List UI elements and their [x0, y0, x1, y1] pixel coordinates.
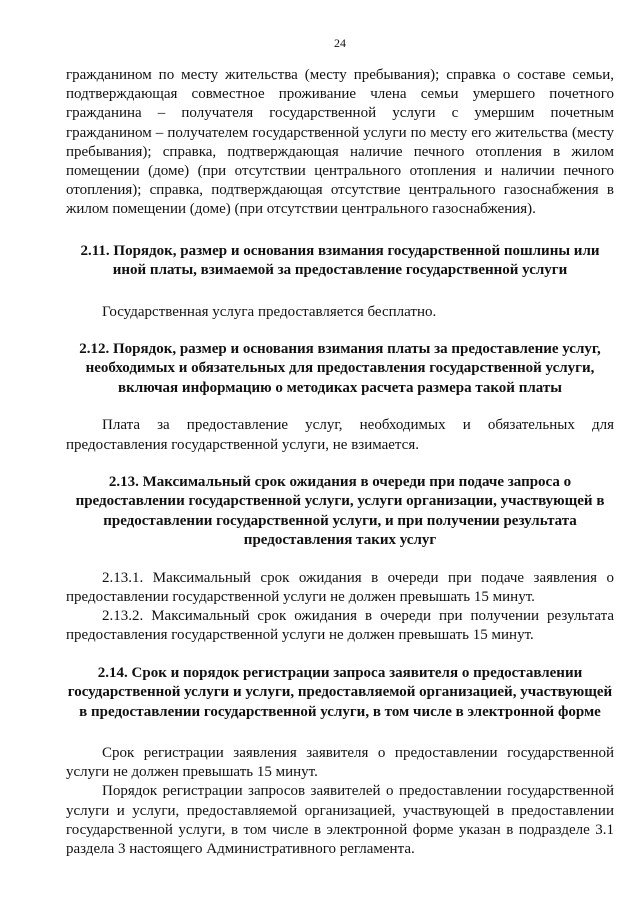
section-2-14-heading: 2.14. Срок и порядок регистрации запроса заявителя о предоставлении государственной услуги и услуги, предоставляемой организацией, участвующей в предоставлении государственной услуги, в том числе в электронной форме [67, 664, 613, 720]
section-2-14-paragraph-2: Порядок регистрации запросов заявителей о предоставлении государственной услуги и услуги, предоставляемой организацией, участвующей в предоставлении государственной услуги, в том числе в электронной форме указан в подразделе 3.1 раздела 3 настоящего Административного регламента. [66, 783, 614, 858]
intro-paragraph: гражданином по месту жительства (месту пребывания); справка о составе семьи, подтверждающая совместное проживание члена семьи умершего почетного гражданина – получателя государственной услуги с умершим почетным гражданином – получателем государственной услуги по месту его жительства (месту пребывания); справка, подтверждающая наличие печного отопления в жилом помещении (доме) (при отсутствии центрального отопления и наличии печного отопления); справка, подтверждающая отсутствие центрального газоснабжения в жилом помещении (доме) (при отсутствии центрального газоснабжения). [66, 67, 614, 218]
section-2-11-paragraph: Государственная услуга предоставляется бесплатно. [102, 303, 437, 320]
section-2-13-paragraph-2: 2.13.2. Максимальный срок ожидания в очереди при получении результата предоставления государственной услуги не должен превышать 15 минут. [66, 608, 614, 644]
section-2-11-heading: 2.11. Порядок, размер и основания взимания государственной пошлины или иной платы, взимаемой за предоставление государственной услуги [80, 242, 600, 279]
section-2-13-heading: 2.13. Максимальный срок ожидания в очереди при подаче запроса о предоставлении государственной услуги, услуги организации, участвующей в предоставлении государственной услуги, и при получении результата предоставления таких услуг [75, 473, 605, 549]
section-2-12-paragraph: Плата за предоставление услуг, необходимых и обязательных для предоставления государственной услуги, не взимается. [66, 417, 614, 453]
section-2-12-heading: 2.12. Порядок, размер и основания взимания платы за предоставление услуг, необходимых и обязательных для предоставления государственной услуги, включая информацию о методиках расчета размера такой платы [79, 340, 601, 396]
section-2-13-paragraph-1: 2.13.1. Максимальный срок ожидания в очереди при подаче заявления о предоставлении государственной услуги не должен превышать 15 минут. [66, 569, 614, 605]
section-2-14-paragraph-1: Срок регистрации заявления заявителя о предоставлении государственной услуги не должен превышать 15 минут. [66, 745, 614, 781]
page-number: 24 [334, 36, 346, 50]
